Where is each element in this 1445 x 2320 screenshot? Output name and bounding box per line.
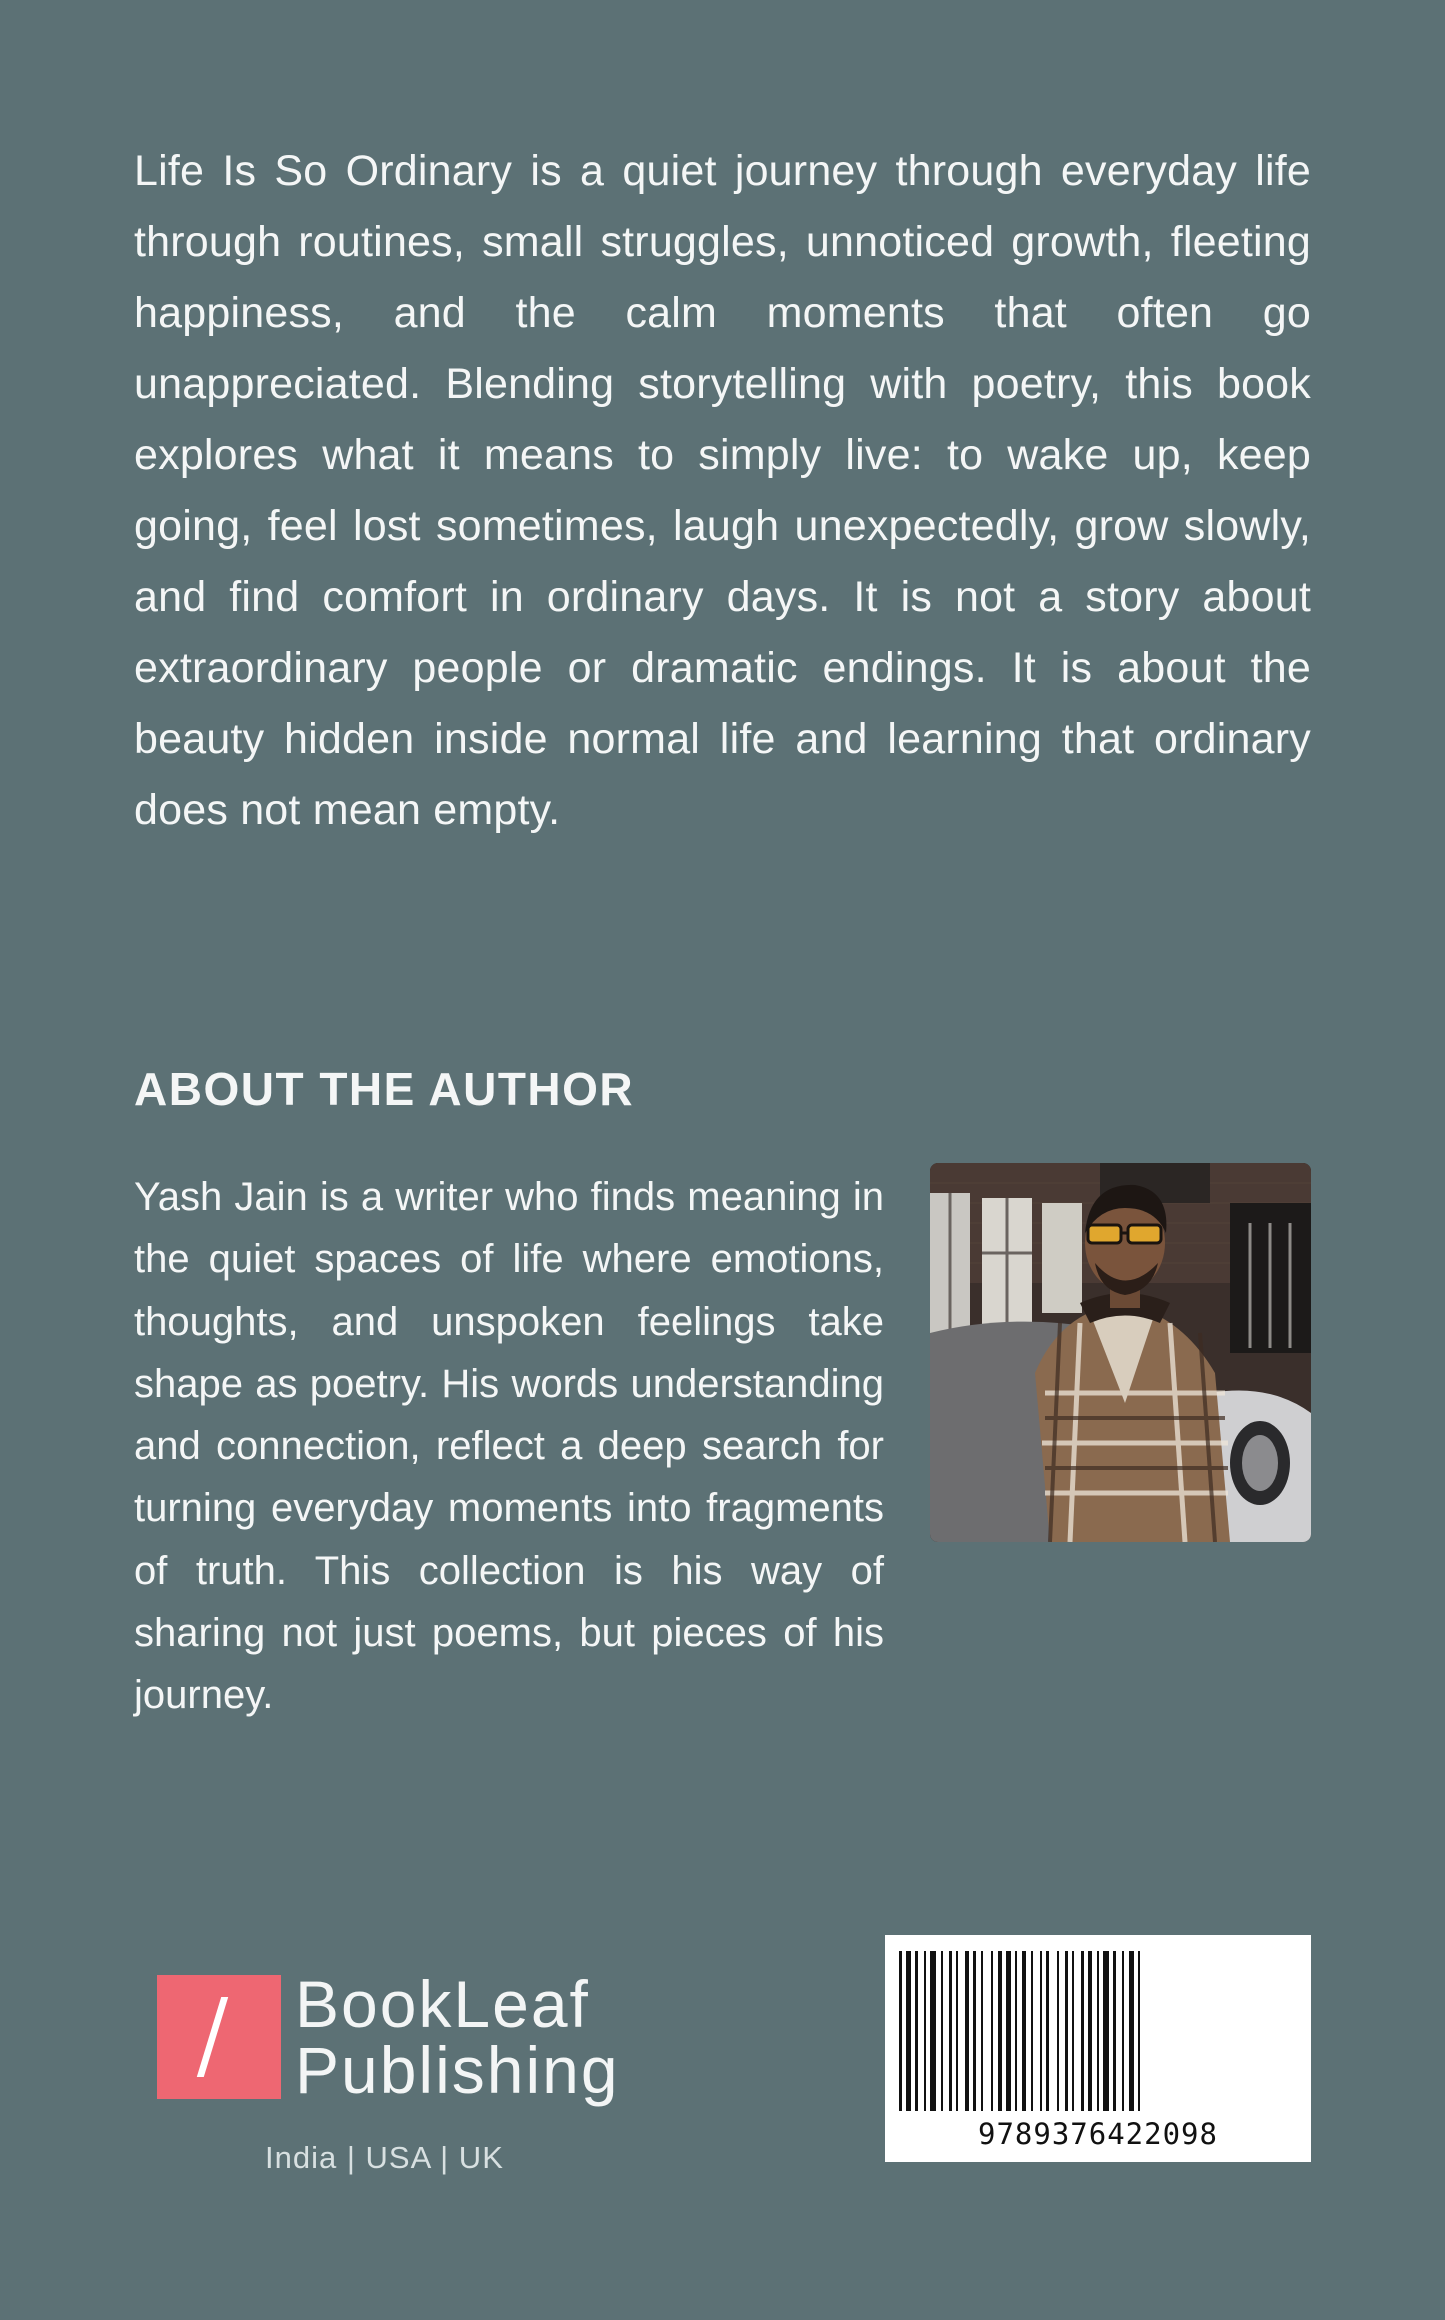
barcode-bar	[899, 1951, 902, 2111]
barcode-bar	[991, 1951, 993, 2111]
barcode-bar	[1103, 1951, 1109, 2111]
barcode-bar	[1022, 1951, 1026, 2111]
isbn-number: 9789376422098	[978, 2117, 1218, 2151]
barcode-bar	[1006, 1951, 1011, 2111]
barcode-bars	[885, 1935, 1311, 2117]
barcode-bar	[1122, 1951, 1124, 2111]
barcode-bar	[973, 1951, 976, 2111]
book-blurb: Life Is So Ordinary is a quiet journey through everyday life through routines, small struggles, unnoticed growth, fleeting happiness, and the calm moments that often go unappreciated. Blending storytelling with poetry, this book explores what it means to simply live: to wake up, keep going, feel lost sometimes, laugh unexpectedly, grow slowly, and find comfort in ordinary days. It is not a story about extraordinary people or dramatic endings. It is about the beauty hidden inside normal life and learning that ordinary does not mean empty.	[134, 147, 1311, 834]
barcode-bar	[1015, 1951, 1017, 2111]
barcode-bar	[981, 1951, 983, 2111]
barcode-bar	[1081, 1951, 1084, 2111]
publisher-name-line1: BookLeaf	[295, 1967, 590, 2041]
publisher-logo	[157, 1967, 620, 2175]
barcode-bar	[1072, 1951, 1074, 2111]
barcode-bar	[1046, 1951, 1049, 2111]
barcode-bar	[956, 1951, 958, 2111]
barcode-bar	[930, 1951, 936, 2111]
barcode-bar	[1057, 1951, 1059, 2111]
about-author-heading: ABOUT THE AUTHOR	[134, 1063, 635, 1115]
author-bio: Yash Jain is a writer who finds meaning in the quiet spaces of life where emotions, thoughts, and unspoken feelings take shape as poetry. His words understanding and connection, reflect a deep search for turning everyday moments into fragments of truth. This collection is his way of sharing not just poems, but pieces of his journey.	[134, 1175, 884, 1718]
barcode-bar	[1113, 1951, 1116, 2111]
barcode-bar	[924, 1951, 926, 2111]
barcode-bar	[965, 1951, 969, 2111]
isbn-barcode	[885, 1935, 1311, 2162]
barcode-bar	[1040, 1951, 1042, 2111]
publisher-name-line2: Publishing	[295, 2033, 620, 2107]
barcode-bar	[1088, 1951, 1092, 2111]
barcode-bar	[915, 1951, 918, 2111]
author-photo	[930, 1163, 1311, 1542]
barcode-bar	[906, 1951, 911, 2111]
barcode-bar	[1065, 1951, 1068, 2111]
barcode-bar	[949, 1951, 952, 2111]
barcode-bar	[998, 1951, 1002, 2111]
slash-icon	[197, 1997, 228, 2077]
barcode-bar	[1031, 1951, 1033, 2111]
barcode-bar	[941, 1951, 943, 2111]
barcode-bar	[1097, 1951, 1099, 2111]
publisher-logo-mark	[157, 1975, 281, 2099]
barcode-bar	[1129, 1951, 1134, 2111]
barcode-bar	[1138, 1951, 1140, 2111]
publisher-regions: India | USA | UK	[265, 2140, 504, 2175]
